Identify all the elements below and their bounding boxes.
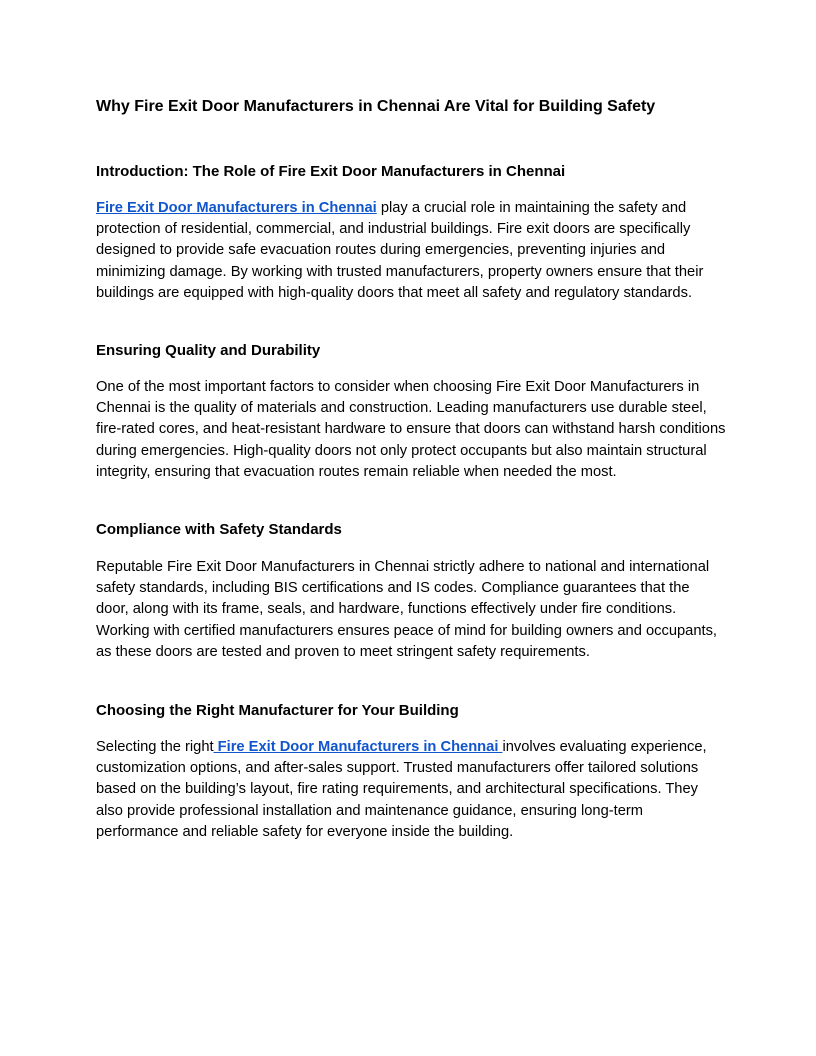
choosing-body-lead: Selecting the right (96, 739, 214, 755)
section-heading-introduction: Introduction: The Role of Fire Exit Door Manufacturers in Chennai (96, 163, 566, 180)
section-heading-choosing: Choosing the Right Manufacturer for Your Building (96, 702, 459, 719)
fire-exit-door-link-2[interactable]: Fire Exit Door Manufacturers in Chennai (213, 739, 503, 755)
section-heading-quality: Ensuring Quality and Durability (96, 342, 321, 359)
choosing-body-text: involves evaluating experience, customization options, and after-sales support. Trusted manufacturers offer tailored solutions based on the building’s layout, fire rating requirements, and architectural specifications. They also provide professional installation and maintenance guidance, ensuring long-term performance and reliable safety for everyone inside the building. (96, 739, 707, 840)
section-body-compliance: Reputable Fire Exit Door Manufacturers in Chennai strictly adhere to national and international safety standards, including BIS certifications and IS codes. Compliance guarantees that the door, along with its frame, seals, and hardware, functions effectively under fire conditions. Working with certified manufacturers ensures peace of mind for building owners and occupants, as these doors are tested and proven to meet stringent safety requirements. (96, 559, 718, 660)
fire-exit-door-link[interactable]: Fire Exit Door Manufacturers in Chennai (96, 200, 377, 216)
intro-body-text: play a crucial role in maintaining the safety and protection of residential, commercial, and industrial buildings. Fire exit doors are specifically designed to provide safe evacuation routes during emergencies, preventing injuries and minimizing damage. By working with trusted manufacturers, property owners ensure that their buildings are equipped with high-quality doors that meet all safety and regulatory standards. (96, 200, 704, 301)
section-heading-compliance: Compliance with Safety Standards (96, 521, 342, 538)
section-body-introduction (96, 198, 726, 304)
section-body-quality: One of the most important factors to consider when choosing Fire Exit Door Manufacturers in Chennai is the quality of materials and construction. Leading manufacturers use durable steel, fire-rated cores, and heat-resistant hardware to ensure that doors can withstand harsh conditions during emergencies. High-quality doors not only protect occupants but also maintain structural integrity, ensuring that evacuation routes remain reliable when needed the most. (96, 379, 726, 480)
section-body-choosing (96, 737, 726, 843)
document-title: Why Fire Exit Door Manufacturers in Chennai Are Vital for Building Safety (96, 98, 656, 115)
